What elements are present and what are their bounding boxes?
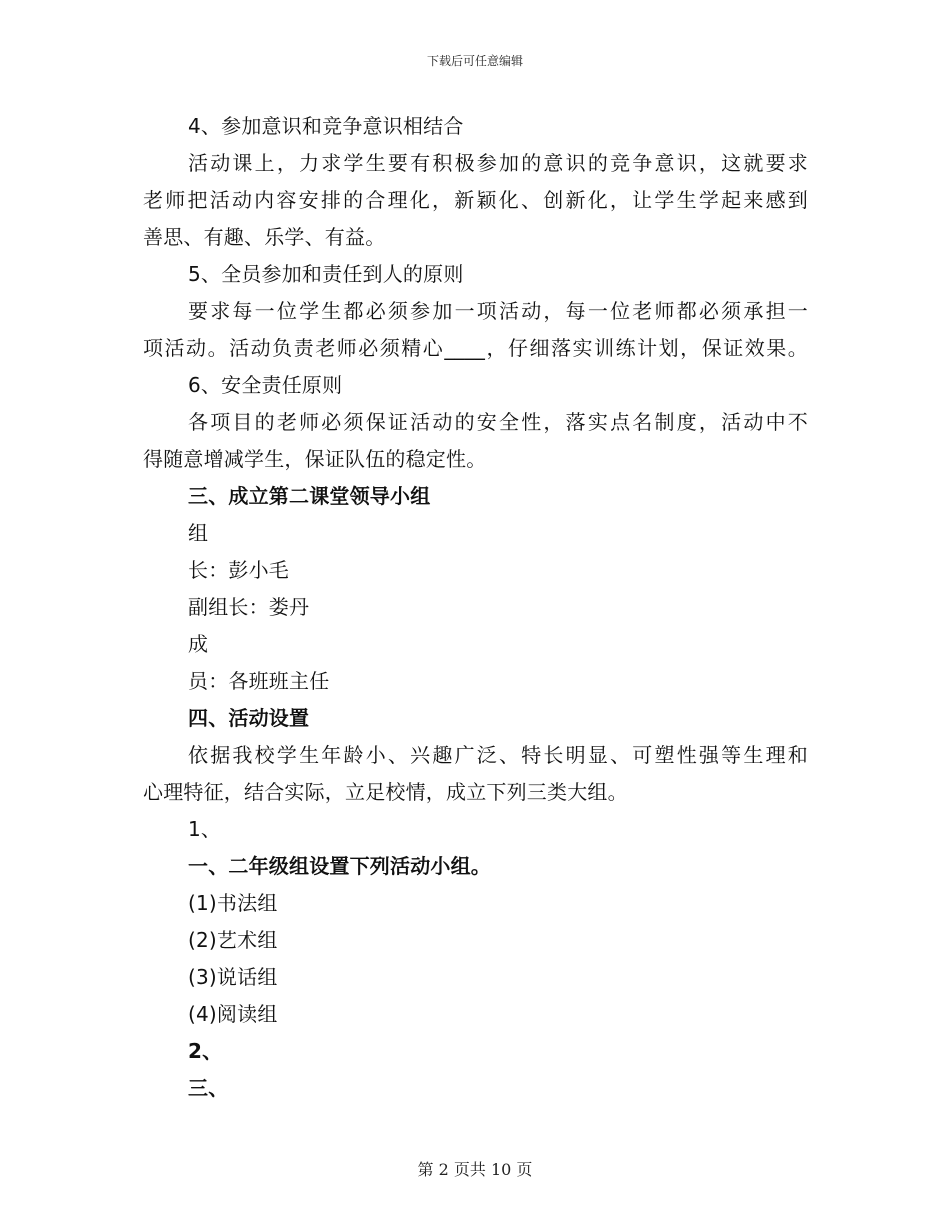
- text-line: 三、: [188, 1076, 229, 1100]
- text-line: 依据我校学生年龄小、兴趣广泛、特长明显、可塑性强等生理和: [188, 743, 808, 767]
- text-line: 善思、有趣、乐学、有益。: [143, 225, 386, 249]
- text-line: 四、活动设置: [188, 706, 310, 730]
- text-line: 一、二年级组设置下列活动小组。: [188, 854, 491, 878]
- text-line: 组: [188, 521, 209, 545]
- text-line: 副组长：娄丹: [188, 595, 310, 619]
- page-footer: 第 2 页共 10 页: [417, 1160, 533, 1179]
- text-line: 要求每一位学生都必须参加一项活动，每一位老师都必须承担一: [188, 299, 808, 323]
- text-line: (3)说话组: [188, 965, 278, 989]
- text-line: 得随意增减学生，保证队伍的稳定性。: [143, 447, 487, 471]
- text-line: 成: [188, 632, 209, 656]
- text-line: 4、参加意识和竞争意识相结合: [188, 114, 464, 138]
- text-line: 6、安全责任原则: [188, 373, 343, 397]
- text-line: 项活动。活动负责老师必须精心____，仔细落实训练计划，保证效果。: [143, 336, 808, 360]
- text-line: (4)阅读组: [188, 1002, 278, 1026]
- text-line: 活动课上，力求学生要有积极参加的意识的竞争意识，这就要求: [188, 151, 808, 175]
- text-line: (1)书法组: [188, 891, 278, 915]
- document-body: [143, 108, 808, 1107]
- text-line: 心理特征，结合实际，立足校情，成立下列三类大组。: [143, 780, 628, 804]
- text-line: 员：各班班主任: [188, 669, 330, 693]
- text-line: 三、成立第二课堂领导小组: [188, 484, 431, 508]
- text-line: 各项目的老师必须保证活动的安全性，落实点名制度，活动中不: [188, 410, 808, 434]
- text-line: 5、全员参加和责任到人的原则: [188, 262, 464, 286]
- text-line: (2)艺术组: [188, 928, 278, 952]
- text-line: 老师把活动内容安排的合理化，新颖化、创新化，让学生学起来感到: [143, 188, 808, 212]
- page-header: 下载后可任意编辑: [426, 54, 523, 68]
- text-line: 长：彭小毛: [188, 558, 289, 582]
- text-line: 1、: [188, 817, 222, 841]
- text-line: 2、: [188, 1039, 223, 1063]
